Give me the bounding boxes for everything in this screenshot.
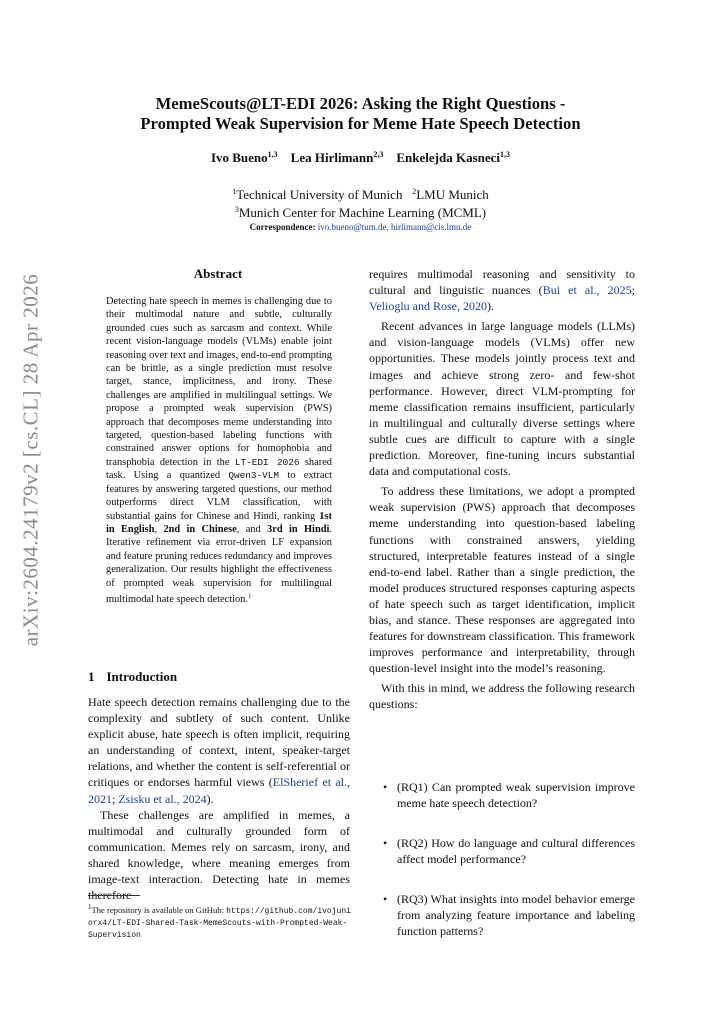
footnote [88,902,352,941]
footnote-link[interactable]: 1 [247,591,252,600]
author-affiliation-mark: 1,3 [500,150,511,159]
abstract-rank-chinese: 2nd in Chinese [163,523,237,535]
research-question-text: (RQ3) What insights into model behavior emerge from analyzing feature importance and labeling function patterns? [397,892,635,939]
research-question-item [369,779,635,811]
author-name: Ivo Bueno [210,150,268,165]
author-name: Lea Hirlimann [290,150,374,165]
section-title: Introduction [106,669,178,684]
abstract-text: , [154,523,164,535]
author-list [90,150,631,166]
abstract-text: Detecting hate speech in memes is challenging due to their multimodal nature and subtle, culturally grounded cues such as sarcasm and context. While recent vision-language models (VLMs) enable joint reasoning over text and images, end-to-end prompting can be brittle, as a single prediction must resolve target, stance, implicitness, and irony. These challenges are amplified in multilingual settings. We propose a prompted weak supervision (PWS) approach that decomposes meme understanding into targeted, question-based labeling functions with constrained answer options for homophobia and transphobia detection in the [106,296,332,468]
abstract-text: shared task. Using a quantized [106,456,333,482]
abstract-text: , and [236,523,268,535]
footnote-rule [88,895,140,896]
paragraph-text: ). [487,299,494,314]
research-question-text: (RQ1) Can prompted weak supervision improve meme hate speech detection? [397,780,635,811]
paragraph: Recent advances in large language models (LLMs) and vision-language models (VLMs) offer new opportunities. These models jointly process text and images and achieve strong zero- and few-shot performance. However, direct VLM-prompting for meme classification remains insufficient, particularly in multilingual and culturally diverse settings where subtle cues are difficult to capture with a single prediction. Moreover, fine-tuning incurs substantial data and computational costs. [369,319,635,479]
affiliation-mark: 1 [232,187,237,196]
title-line-2: Prompted Weak Supervision for Meme Hate Speech Detection [140,114,581,133]
affiliation-line-1 [90,183,631,203]
paragraph-text: ; [112,791,119,806]
arxiv-sidebar [8,225,54,695]
correspondence-emails-link[interactable]: ivo.bueno@tum.de, hirlimann@cis.lmu.de [317,222,472,232]
abstract-heading: Abstract [193,266,243,281]
research-question-item [369,891,635,939]
paragraph-text: ). [206,791,214,806]
correspondence [90,222,631,232]
affiliation-tum: Technical University of Munich [236,187,403,202]
footnote-mark: 1 [88,903,92,911]
section-number: 1 [88,669,95,684]
paragraph-text: ; [631,283,635,298]
citation-link[interactable]: Zsisku et al., 2024 [118,791,207,806]
affiliation-lmu: LMU Munich [416,187,489,202]
arxiv-identifier: arXiv:2604.24179v2 [cs.CL] 28 Apr 2026 [18,273,43,647]
affiliation-mark: 3 [234,205,239,214]
author-affiliation-mark: 2,3 [373,150,384,159]
footnote-text: The repository is available on GitHub: [91,905,227,915]
paragraph [88,694,350,807]
abstract-rank-hindi: 3rd in Hindi [267,523,330,535]
abstract-body [106,295,332,606]
affiliation-mark: 2 [412,187,417,196]
bullet-icon: • [383,780,388,794]
paragraph: These challenges are amplified in memes, a multimodal and culturally grounded form of communication. Memes rely on sarcasm, irony, and shared knowledge, where meaning emerges from image-text interaction. Detecting hate in memes therefore [88,807,350,903]
author-affiliation-mark: 1,3 [267,150,278,159]
paragraph: To address these limitations, we adopt a prompted weak supervision (PWS) approach that decomposes meme understanding into question-based labeling functions with constrained answers, yielding structured, interpretable features instead of a single end-to-end label. Rather than a single prediction, the model produces structured responses capturing aspects of hate speech such as target identification, implicit bias, and stance. These responses are aggregated into features for downstream classification. This framework improves performance and interpretability, through question-level insight into the model’s reasoning. [369,484,635,676]
section-heading-introduction [88,669,189,685]
abstract-code-term: Qwen3-VLM [228,470,280,482]
abstract-code-term: LT-EDI 2026 [234,456,300,468]
author-name: Enkelejda Kasneci [396,150,501,165]
paper-title [90,94,631,134]
abstract-text: . Iterative refinement via error-driven LF expansion and feature pruning reduces redundancy and improves generalization. Our results highlight the effectiveness of prompted weak supervision for multilingual multimodal hate speech detection. [106,523,332,605]
footnote-url-link[interactable]: https://github.com/ivojuniorx4/LT-EDI-Shared-Task-MemeScouts-with-Prompted-Weak-Supervision [88,907,351,940]
research-question-text: (RQ2) How do language and cultural differences affect model performance? [397,836,635,867]
research-question-item [369,835,635,867]
intro-right-column [369,266,635,713]
citation-link[interactable]: Bui et al., 2025 [542,283,632,298]
paragraph: With this in mind, we address the following research questions: [369,681,635,712]
bullet-icon: • [383,836,388,850]
affiliation-line-2 [90,201,631,221]
title-line-1: MemeScouts@LT-EDI 2026: Asking the Right Questions - [155,94,566,113]
abstract-text: to extract features by answering targeted questions, our method outperforms direct VLM classification, with substantial gains for Chinese and Hindi, ranking [106,470,332,522]
abstract-rank-english: 1st in English [106,510,332,535]
citation-link[interactable]: Velioglu and Rose, 2020 [369,299,487,314]
paragraph-text: Hate speech detection remains challenging due to the complexity and subtlety of such content. Unlike explicit abuse, hate speech is often implicit, requiring an understanding of context, intent, speaker-target relations, and whether the content is self-referential or critiques or endorses harmful views ( [88,695,350,790]
paragraph-text: requires multimodal reasoning and sensitivity to cultural and linguistic nuances ( [369,267,635,298]
bullet-icon: • [383,892,388,906]
paragraph [369,266,635,314]
correspondence-label: Correspondence: [249,222,316,232]
intro-left-column [88,694,350,903]
affiliation-mcml: Munich Center for Machine Learning (MCML) [238,205,487,220]
citation-link[interactable]: ElSherief et al., 2021 [88,775,350,806]
